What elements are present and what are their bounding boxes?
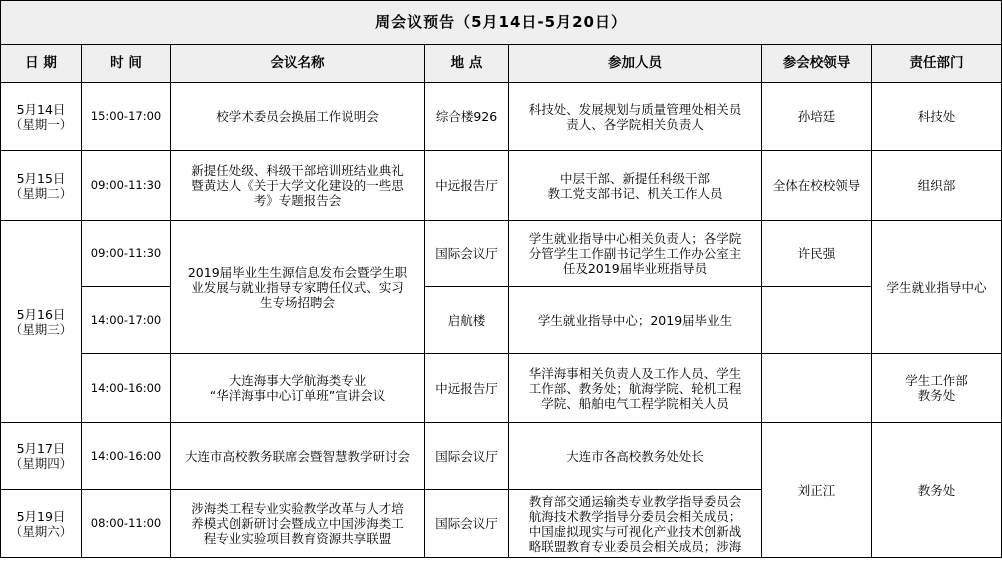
participants-cell (509, 490, 762, 558)
table-row (1, 354, 1002, 423)
leader-cell: 孙培廷 (762, 83, 872, 151)
header-date: 日 期 (1, 45, 82, 83)
table-row (1, 221, 1002, 287)
place-cell: 启航楼 (425, 287, 509, 354)
dept-cell: 教务处 (872, 423, 1002, 558)
leader-cell-empty (762, 287, 872, 354)
dept-cell: 科技处 (872, 83, 1002, 151)
header-place: 地 点 (425, 45, 509, 83)
time-cell: 09:00-11:30 (82, 221, 171, 287)
meeting-cell: 新提任处级、科级干部培训班结业典礼 暨黄达人《关于大学文化建设的一些思 考》专题报告会 (171, 151, 425, 221)
participants-cell: 大连市各高校教务处处长 (509, 423, 762, 490)
participants-cell: 学生就业指导中心相关负责人；各学院 分管学生工作副书记学生工作办公室主 任及2019届毕业班指导员 (509, 221, 762, 287)
schedule-title: 周会议预告（5月14日-5月20日） (1, 1, 1002, 45)
date-cell: 5月14日 （星期一） (1, 83, 82, 151)
header-dept: 责任部门 (872, 45, 1002, 83)
header-participants: 参加人员 (509, 45, 762, 83)
dept-cell: 组织部 (872, 151, 1002, 221)
place-cell: 综合楼926 (425, 83, 509, 151)
meeting-cell: 校学术委员会换届工作说明会 (171, 83, 425, 151)
time-cell: 08:00-11:00 (82, 490, 171, 558)
date-cell: 5月17日 （星期四） (1, 423, 82, 490)
place-cell: 国际会议厅 (425, 423, 509, 490)
place-cell: 国际会议厅 (425, 221, 509, 287)
leader-cell: 全体在校校领导 (762, 151, 872, 221)
time-cell: 14:00-17:00 (82, 287, 171, 354)
place-cell: 国际会议厅 (425, 490, 509, 558)
place-cell: 中远报告厅 (425, 354, 509, 423)
time-cell: 14:00-16:00 (82, 354, 171, 423)
header-meeting: 会议名称 (171, 45, 425, 83)
participants-cell: 科技处、发展规划与质量管理处相关员 责人、各学院相关负责人 (509, 83, 762, 151)
table-row (1, 83, 1002, 151)
table-row (1, 287, 1002, 354)
table-row (1, 423, 1002, 490)
leader-cell-empty (762, 354, 872, 423)
leader-cell: 许民强 (762, 221, 872, 287)
time-cell: 15:00-17:00 (82, 83, 171, 151)
meeting-cell: 大连市高校教务联席会暨智慧教学研讨会 (171, 423, 425, 490)
meeting-cell: 大连海事大学航海类专业 “华洋海事中心订单班”宣讲会议 (171, 354, 425, 423)
leader-cell: 刘正江 (762, 423, 872, 558)
date-cell: 5月15日 （星期二） (1, 151, 82, 221)
header-time: 时 间 (82, 45, 171, 83)
date-cell: 5月19日 （星期六） (1, 490, 82, 558)
header-row (1, 45, 1002, 83)
participants-text: 教育部交通运输类专业教学指导委员会 航海技术教学指导分委员会相关成员； 中国虚拟现实与可视化产业技术创新战 略联盟教育专业委员会相关成员；涉海 (528, 493, 742, 554)
title-row (1, 1, 1002, 45)
header-leader: 参会校领导 (762, 45, 872, 83)
place-cell: 中远报告厅 (425, 151, 509, 221)
meeting-cell: 2019届毕业生生源信息发布会暨学生职 业发展与就业指导专家聘任仪式、实习 生专场招聘会 (171, 221, 425, 354)
date-cell: 5月16日 （星期三） (1, 221, 82, 423)
participants-cell: 中层干部、新提任科级干部 教工党支部书记、机关工作人员 (509, 151, 762, 221)
meeting-cell: 涉海类工程专业实验教学改革与人才培 养模式创新研讨会暨成立中国涉海类工 程专业实验项目教育资源共享联盟 (171, 490, 425, 558)
dept-cell: 学生工作部 教务处 (872, 354, 1002, 423)
participants-cell: 华洋海事相关负责人及工作人员、学生 工作部、教务处；航海学院、轮机工程 学院、船舶电气工程学院相关人员 (509, 354, 762, 423)
time-cell: 09:00-11:30 (82, 151, 171, 221)
dept-cell: 学生就业指导中心 (872, 221, 1002, 354)
participants-cell: 学生就业指导中心；2019届毕业生 (509, 287, 762, 354)
time-cell: 14:00-16:00 (82, 423, 171, 490)
table-row (1, 151, 1002, 221)
